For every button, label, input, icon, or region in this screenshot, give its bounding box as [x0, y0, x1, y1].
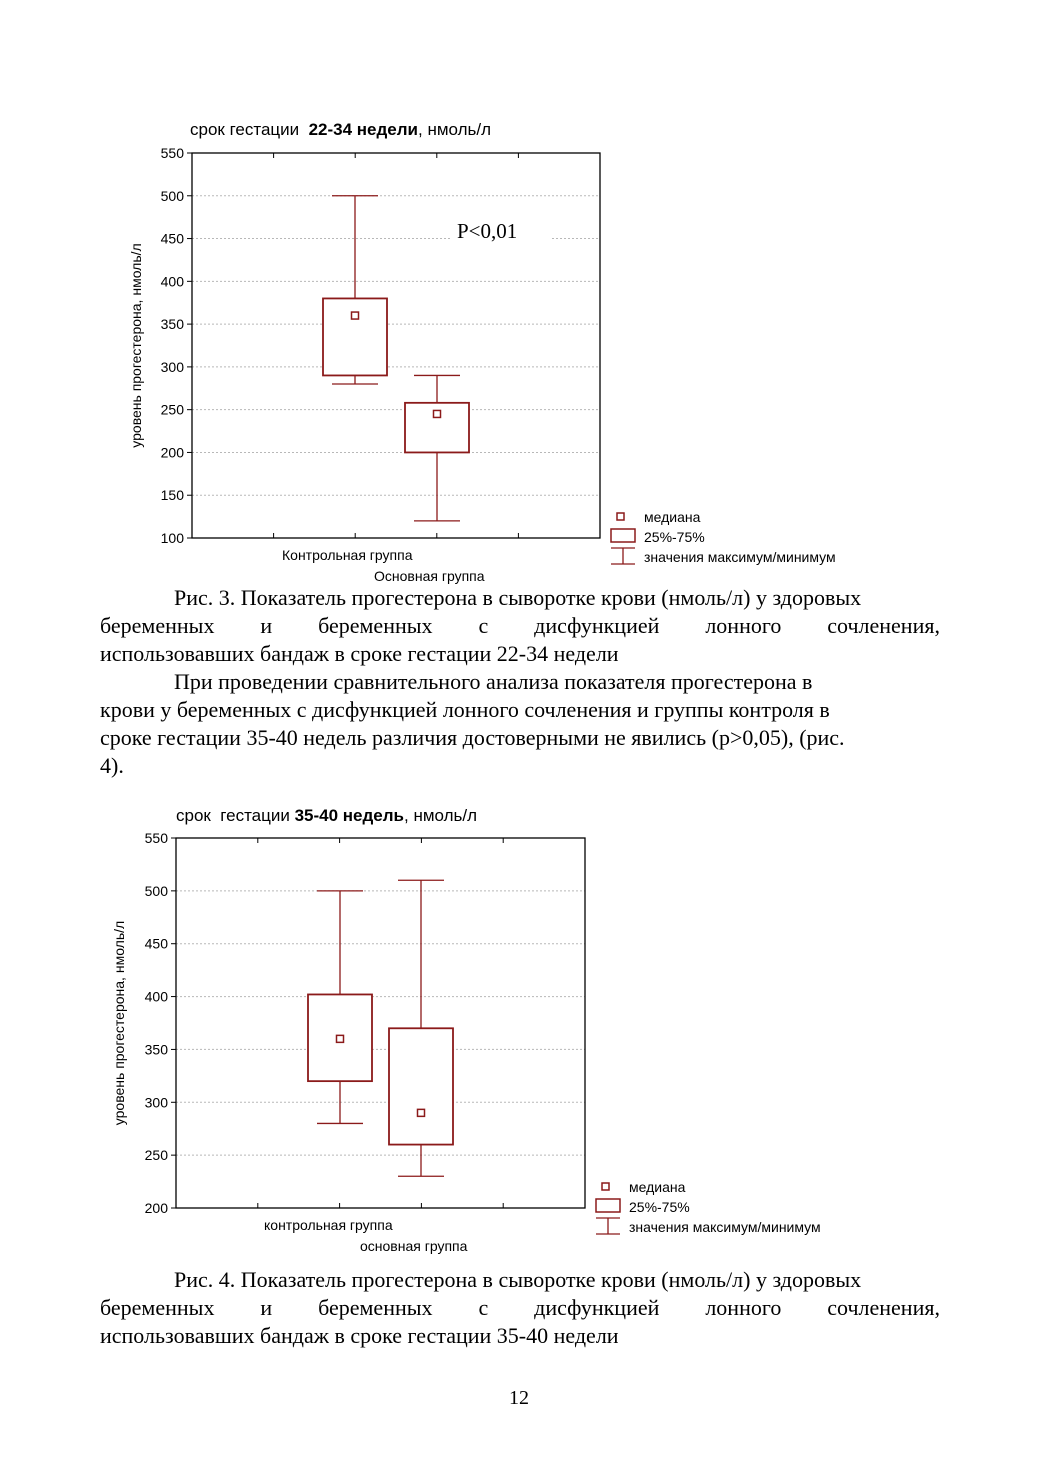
- legend-median-marker: [602, 1183, 609, 1190]
- caption-3-word: с: [478, 613, 489, 638]
- figure-4-title-prefix: срок гестации: [176, 806, 295, 825]
- iqr-box: [389, 1028, 453, 1144]
- median-marker: [418, 1109, 425, 1116]
- y-tick-label: 300: [160, 358, 184, 375]
- legend-box-label: 25%-75%: [629, 1199, 690, 1215]
- plot-frame: [176, 838, 585, 1208]
- caption-3-word: лонного: [705, 613, 782, 638]
- page-number: 12: [509, 1387, 529, 1409]
- x-category-label: основная группа: [360, 1238, 468, 1254]
- legend-whisker-label: значения максимум/минимум: [644, 549, 836, 565]
- legend-median-label: медиана: [644, 509, 701, 525]
- legend-box-label: 25%-75%: [644, 529, 705, 545]
- caption-4-word: и: [260, 1295, 273, 1320]
- y-tick-label: 550: [160, 145, 184, 161]
- y-tick-label: 300: [144, 1094, 168, 1111]
- y-tick-label: 400: [160, 273, 184, 290]
- caption-3-word: и: [260, 613, 273, 638]
- caption-3-word: дисфункцией: [534, 613, 660, 638]
- paragraph-line-4: 4).: [100, 753, 124, 778]
- y-tick-label: 350: [160, 316, 184, 333]
- legend-median-label: медиана: [629, 1179, 686, 1195]
- y-tick-label: 500: [144, 882, 168, 899]
- caption-3-line-1: Рис. 3. Показатель прогестерона в сыворотке крови (нмоль/л) у здоровых: [174, 585, 862, 610]
- y-tick-label: 150: [160, 487, 184, 504]
- legend-box-marker: [596, 1199, 620, 1212]
- caption-3-word: беременных: [318, 613, 433, 638]
- y-axis-label: уровень прогестерона, нмоль/л: [111, 920, 127, 1126]
- x-category-label: контрольная группа: [264, 1217, 393, 1233]
- caption-3-line-3: использовавших бандаж в сроке гестации 22-34 недели: [100, 641, 619, 666]
- y-tick-label: 450: [144, 935, 168, 952]
- caption-4-line-2: [100, 1294, 940, 1322]
- figure-3-title-suffix: , нмоль/л: [418, 120, 492, 139]
- figure-4-title-bold: 35-40 недель: [294, 806, 404, 825]
- caption-4-word: лонного: [705, 1295, 782, 1320]
- y-tick-label: 100: [160, 530, 184, 546]
- y-tick-label: 200: [144, 1200, 168, 1216]
- figure-3-title-prefix: срок гестации: [190, 120, 309, 139]
- caption-4-word: беременных: [318, 1295, 433, 1320]
- y-tick-label: 200: [160, 444, 184, 461]
- caption-4-word: беременных: [100, 1295, 215, 1320]
- caption-4-word: с: [478, 1295, 489, 1320]
- paragraph-line-2: крови у беременных с дисфункцией лонного сочленения и группы контроля в: [100, 697, 830, 722]
- y-tick-label: 500: [160, 187, 184, 204]
- paragraph-line-3: сроке гестации 35-40 недель различия достоверными не явились (р>0,05), (рис.: [100, 725, 845, 750]
- x-category-label: Контрольная группа: [282, 547, 413, 563]
- figure-3-title-bold: 22-34 недели: [308, 120, 418, 139]
- caption-4-line-3: использовавших бандаж в сроке гестации 35-40 недели: [100, 1323, 619, 1348]
- y-tick-label: 250: [160, 401, 184, 418]
- caption-3-word: беременных: [100, 613, 215, 638]
- p-value-annotation: P<0,01: [457, 219, 518, 243]
- figure-4-title-suffix: , нмоль/л: [404, 806, 478, 825]
- legend-whisker-label: значения максимум/минимум: [629, 1219, 821, 1235]
- y-tick-label: 350: [144, 1041, 168, 1058]
- y-tick-label: 550: [144, 830, 168, 846]
- caption-3-word: сочленения,: [827, 613, 940, 638]
- median-marker: [337, 1035, 344, 1042]
- y-tick-label: 450: [160, 230, 184, 247]
- y-tick-label: 250: [144, 1147, 168, 1164]
- caption-4: [100, 1266, 940, 1350]
- y-axis-label: уровень прогестерона, нмоль/л: [128, 243, 144, 448]
- caption-4-word: сочленения,: [827, 1295, 940, 1320]
- paragraph-text: При проведении сравнительного анализа показателя прогестерона в: [174, 669, 813, 694]
- caption-4-word: дисфункцией: [534, 1295, 660, 1320]
- y-tick-label: 400: [144, 988, 168, 1005]
- caption-4-line-1: Рис. 4. Показатель прогестерона в сыворотке крови (нмоль/л) у здоровых: [174, 1267, 862, 1292]
- x-category-label: Основная группа: [374, 568, 485, 584]
